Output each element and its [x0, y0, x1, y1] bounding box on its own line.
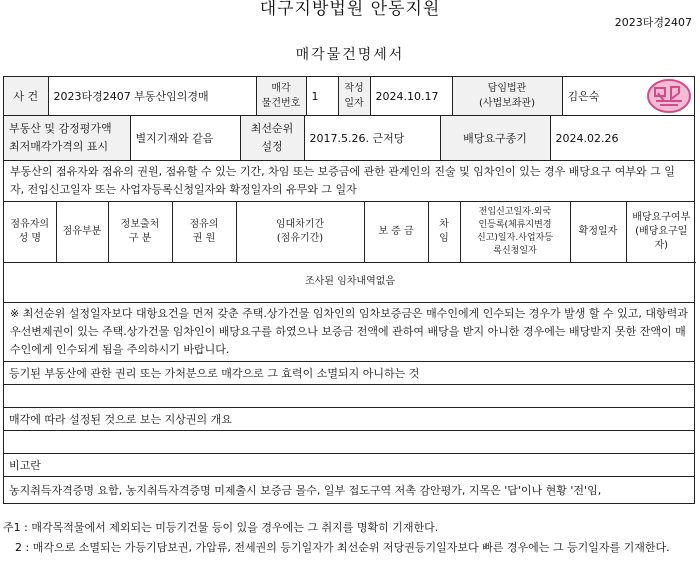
footnote-1: 주1 : 매각목적물에서 제외되는 미등기건물 등이 있을 경우에는 그 취지를 명확히 기재한다.	[3, 521, 439, 534]
court-name: 대구지방법원 안동지원	[259, 0, 441, 19]
remarks-value: 농지취득자격증명 요함, 농지취득자격증명 미제출시 보증금 몰수, 일부 접도구역 저촉 감안평가, 지목은 '답'이나 현황 '전'임,	[4, 477, 695, 504]
col-occupancy-title: 점유의 권 원	[172, 202, 236, 262]
col-rent: 차 임	[428, 202, 460, 262]
priority-label: 최선순위 설정	[240, 116, 304, 160]
col-deposit: 보 증 금	[364, 202, 428, 262]
occupancy-description: 부동산의 점유자와 점유의 권원, 점유할 수 있는 기간, 차임 또는 보증금에 관한 관계인의 진술 및 임차인이 있는 경우 배당요구 여부와 그 일자, 전입신고일자 또는 사업자등록신청일자와 확정일자의 유무와 그 일자	[4, 161, 695, 202]
priority-warning: ※ 최선순위 설정일자보다 대항요건을 먼저 갖춘 주택.상가건물 임차인의 임차보증금은 매수인에게 인수되는 경우가 발생 할 수 있고, 대항력과 우선변제권이 있는 주택.상가건물 임차인이 배당요구를 하였으나 보증금 전액에 관하여 배당을 받지 아니한 경우에는 배당받지 못한 잔액이 매수인에게 인수되게 됨을 주의하시기 바랍니다.	[4, 303, 695, 362]
case-value: 2023타경2407 부동산임의경매	[48, 77, 256, 115]
sale-item-statement-table	[3, 76, 695, 504]
dividend-deadline-value: 2024.02.26	[555, 131, 619, 145]
header-case-number: 2023타경2407	[614, 16, 692, 29]
remarks-heading: 비고란	[4, 454, 695, 477]
case-label: 사 건	[4, 77, 48, 115]
written-date-label: 작성 일자	[338, 77, 370, 115]
col-info-source: 정보출처 구 분	[108, 202, 172, 262]
written-date-value: 2024.10.17	[370, 77, 452, 115]
col-lease-period: 임대차기간 (점유기간)	[236, 202, 364, 262]
col-occupied-part: 점유부분	[56, 202, 108, 262]
item-number-value: 1	[306, 77, 338, 115]
case-info-row	[4, 77, 696, 115]
judge-cell	[562, 77, 696, 115]
occupancy-table	[4, 202, 696, 302]
judge-name: 김은숙	[567, 90, 600, 103]
surface-rights-heading: 매각에 따라 설정된 것으로 보는 지상권의 개요	[4, 408, 695, 431]
registered-rights-heading: 등기된 부동산에 관한 권리 또는 가처분으로 매각으로 그 효력이 소멸되지 아니하는 것	[4, 362, 695, 385]
property-value: 별지기재와 같음	[130, 116, 240, 160]
priority-value: 2017.5.26. 근저당	[304, 116, 440, 160]
property-label: 부동산 및 감정평가액 최저매각가격의 표시	[4, 116, 130, 160]
occupancy-result: 조사된 임차내역없음	[304, 276, 396, 288]
item-number-label: 매각 물건번호	[256, 77, 306, 115]
surface-rights-value	[4, 431, 695, 454]
footnote-2: 2 : 매각으로 소멸되는 가등기담보권, 가압류, 전세권의 등기일자가 최선순위 저당권등기일자보다 빠른 경우에는 그 등기일자를 기재한다.	[15, 541, 670, 554]
col-occupant-name: 점유자의 성 명	[4, 202, 56, 262]
registered-rights-value	[4, 385, 695, 408]
official-seal-icon	[646, 78, 692, 114]
document-title: 매각물건명세서	[295, 47, 405, 63]
judge-label: 담임법관 (사법보좌관)	[452, 77, 562, 115]
col-move-in-date: 전입신고일자.외국 인등록(체류지변경 신고)일자.사업자등 록신청일자	[460, 202, 570, 262]
dividend-deadline-label: 배당요구종기	[440, 116, 550, 160]
property-info-row	[4, 116, 696, 160]
col-fixed-date: 확정일자	[570, 202, 626, 262]
col-dividend-request: 배당요구여부 (배당요구일자)	[626, 202, 696, 262]
footnotes	[3, 518, 695, 558]
